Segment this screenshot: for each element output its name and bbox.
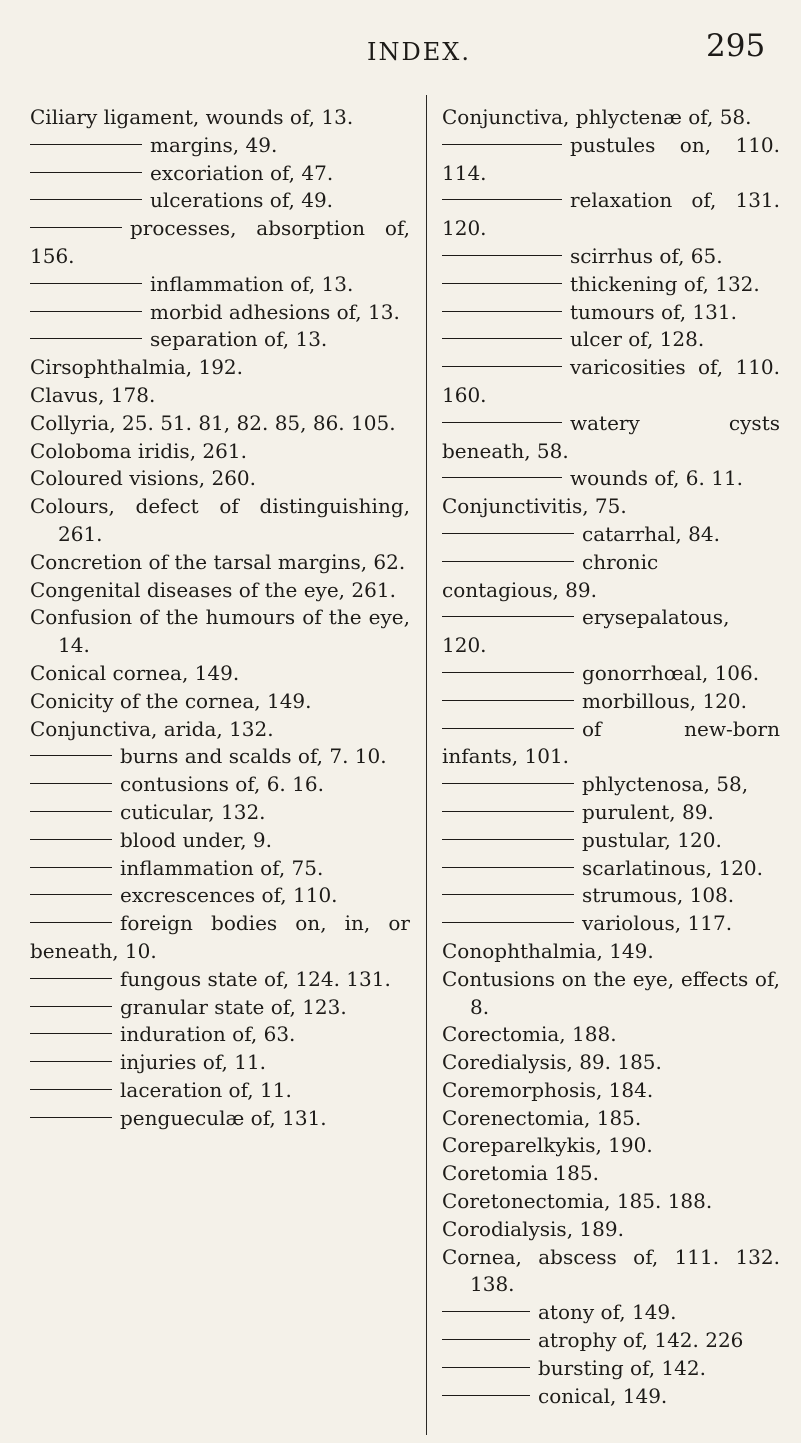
entry-text: pengueculæ of, 131. bbox=[120, 1105, 327, 1130]
index-subentry bbox=[30, 271, 410, 299]
index-subentry bbox=[442, 187, 780, 243]
ditto-dash bbox=[30, 811, 112, 812]
entry-text: chronic contagious, 89. bbox=[442, 549, 659, 602]
entry-text: wounds of, 6. 11. bbox=[570, 466, 744, 491]
index-subentry bbox=[442, 521, 780, 549]
entry-text: granular state of, 123. bbox=[120, 994, 347, 1019]
entry-text: inflammation of, 75. bbox=[120, 855, 324, 880]
index-entry bbox=[30, 104, 410, 132]
entry-text: catarrhal, 84. bbox=[582, 521, 720, 546]
entry-text: Conicity of the cornea, 149. bbox=[30, 688, 312, 713]
entry-text: morbillous, 120. bbox=[582, 688, 747, 713]
ditto-dash bbox=[30, 283, 142, 284]
entry-text: Coredialysis, 89. 185. bbox=[442, 1050, 662, 1075]
index-entry bbox=[30, 410, 410, 438]
index-subentry bbox=[442, 132, 780, 188]
index-subentry bbox=[442, 465, 780, 493]
index-subentry bbox=[442, 1383, 780, 1411]
ditto-dash bbox=[442, 672, 574, 673]
index-subentry bbox=[442, 271, 780, 299]
entry-text: pustules on, 110. 114. bbox=[442, 132, 780, 185]
entry-text: scarlatinous, 120. bbox=[582, 855, 764, 880]
index-entry bbox=[442, 493, 780, 521]
entry-text: Coretonectomia, 185. 188. bbox=[442, 1189, 713, 1214]
entry-text: conical, 149. bbox=[538, 1383, 668, 1408]
index-subentry bbox=[442, 771, 780, 799]
entry-text: processes, absorption of, 156. bbox=[30, 216, 410, 268]
ditto-dash bbox=[442, 1311, 530, 1312]
ditto-dash bbox=[442, 811, 574, 812]
entry-text: phlyctenosa, 58, bbox=[582, 772, 749, 797]
index-subentry bbox=[442, 410, 780, 466]
index-entry bbox=[442, 1188, 780, 1216]
running-header: INDEX. bbox=[367, 38, 471, 66]
entry-text: Confusion of the humours of the eye, 14. bbox=[30, 605, 410, 658]
index-subentry bbox=[442, 604, 780, 660]
entry-text: Concretion of the tarsal margins, 62. bbox=[30, 549, 406, 574]
index-subentry bbox=[442, 688, 780, 716]
ditto-dash bbox=[442, 616, 574, 617]
ditto-dash bbox=[30, 338, 142, 339]
entry-text: variolous, 117. bbox=[582, 911, 733, 936]
entry-text: of new-born infants, 101. bbox=[442, 716, 780, 769]
index-entry bbox=[442, 1132, 780, 1160]
index-subentry bbox=[30, 160, 410, 188]
index-subentry bbox=[442, 326, 780, 354]
entry-text: Clavus, 178. bbox=[30, 382, 156, 407]
index-subentry bbox=[30, 855, 410, 883]
index-entry bbox=[30, 660, 410, 688]
index-entry bbox=[442, 1216, 780, 1244]
entry-text: Coloured visions, 260. bbox=[30, 466, 257, 491]
index-entry bbox=[442, 1021, 780, 1049]
index-entry bbox=[442, 1077, 780, 1105]
entry-text: excrescences of, 110. bbox=[120, 883, 338, 908]
ditto-dash bbox=[30, 1006, 112, 1007]
entry-text: Coreparelkykis, 190. bbox=[442, 1133, 653, 1158]
index-subentry bbox=[30, 771, 410, 799]
entry-text: fungous state of, 124. 131. bbox=[120, 966, 391, 991]
index-subentry bbox=[442, 1355, 780, 1383]
index-entry bbox=[30, 493, 410, 549]
index-subentry bbox=[30, 326, 410, 354]
index-subentry bbox=[442, 855, 780, 883]
ditto-dash bbox=[30, 144, 142, 145]
entry-text: tumours of, 131. bbox=[570, 299, 737, 324]
entry-text: Corodialysis, 189. bbox=[442, 1216, 624, 1241]
entry-text: Ciliary ligament, wounds of, 13. bbox=[30, 105, 354, 129]
entry-text: injuries of, 11. bbox=[120, 1050, 267, 1075]
entry-text: erysepalatous, 120. bbox=[442, 605, 730, 658]
index-entry bbox=[442, 1105, 780, 1133]
ditto-dash bbox=[442, 283, 562, 284]
ditto-dash bbox=[30, 783, 112, 784]
column-divider bbox=[426, 95, 427, 1435]
entry-text: foreign bodies on, in, or beneath, 10. bbox=[30, 911, 410, 963]
index-entry bbox=[442, 1244, 780, 1300]
index-entry bbox=[30, 354, 410, 382]
ditto-dash bbox=[30, 922, 112, 923]
ditto-dash bbox=[442, 561, 574, 562]
entry-text: cuticular, 132. bbox=[120, 799, 266, 824]
entry-text: ulcerations of, 49. bbox=[150, 188, 334, 213]
index-subentry bbox=[30, 1021, 410, 1049]
entry-text: gonorrhœal, 106. bbox=[582, 660, 760, 685]
ditto-dash bbox=[442, 366, 562, 367]
index-entry bbox=[30, 438, 410, 466]
entry-text: Coloboma iridis, 261. bbox=[30, 438, 247, 463]
page-number: 295 bbox=[706, 28, 766, 64]
entry-text: relaxation of, 131. 120. bbox=[442, 188, 780, 241]
ditto-dash bbox=[30, 1033, 112, 1034]
entry-text: pustular, 120. bbox=[582, 827, 722, 852]
ditto-dash bbox=[30, 894, 112, 895]
ditto-dash bbox=[30, 199, 142, 200]
index-subentry bbox=[30, 299, 410, 327]
index-subentry bbox=[30, 1077, 410, 1105]
index-subentry bbox=[442, 1299, 780, 1327]
ditto-dash bbox=[442, 1395, 530, 1396]
index-subentry bbox=[442, 299, 780, 327]
index-entry bbox=[30, 577, 410, 605]
entry-text: watery cysts beneath, 58. bbox=[442, 410, 780, 463]
entry-text: Coremorphosis, 184. bbox=[442, 1077, 654, 1102]
ditto-dash bbox=[30, 867, 112, 868]
ditto-dash bbox=[442, 422, 562, 423]
index-entry bbox=[442, 938, 780, 966]
index-entry bbox=[30, 465, 410, 493]
ditto-dash bbox=[442, 144, 562, 145]
entry-text: purulent, 89. bbox=[582, 799, 714, 824]
index-entry bbox=[442, 966, 780, 1022]
index-subentry bbox=[30, 799, 410, 827]
entry-text: bursting of, 142. bbox=[538, 1355, 706, 1380]
index-subentry bbox=[442, 716, 780, 772]
index-subentry bbox=[442, 660, 780, 688]
ditto-dash bbox=[442, 1367, 530, 1368]
index-column-right bbox=[442, 104, 780, 1410]
index-subentry bbox=[30, 743, 410, 771]
ditto-dash bbox=[30, 227, 122, 228]
entry-text: induration of, 63. bbox=[120, 1022, 296, 1047]
index-subentry bbox=[30, 187, 410, 215]
ditto-dash bbox=[442, 311, 562, 312]
index-subentry bbox=[30, 910, 410, 966]
entry-text: inflammation of, 13. bbox=[150, 271, 354, 296]
ditto-dash bbox=[442, 199, 562, 200]
ditto-dash bbox=[30, 1089, 112, 1090]
ditto-dash bbox=[30, 1061, 112, 1062]
entry-text: Corenectomia, 185. bbox=[442, 1105, 642, 1130]
entry-text: varicosities of, 110. 160. bbox=[442, 355, 780, 407]
entry-text: excoriation of, 47. bbox=[150, 160, 334, 185]
ditto-dash bbox=[30, 1117, 112, 1118]
entry-text: Collyria, 25. 51. 81, 82. 85, 86. 105. bbox=[30, 410, 396, 435]
index-subentry bbox=[442, 354, 780, 410]
index-subentry bbox=[442, 1327, 780, 1355]
entry-text: separation of, 13. bbox=[150, 327, 328, 352]
entry-text: Colours, defect of distinguishing, 261. bbox=[30, 494, 410, 546]
index-subentry bbox=[442, 827, 780, 855]
entry-text: Conjunctivitis, 75. bbox=[442, 494, 627, 519]
ditto-dash bbox=[442, 533, 574, 534]
index-subentry bbox=[30, 994, 410, 1022]
entry-text: Contusions on the eye, effects of, 8. bbox=[442, 966, 780, 1019]
index-subentry bbox=[30, 827, 410, 855]
index-subentry bbox=[442, 549, 780, 605]
entry-text: Coretomia 185. bbox=[442, 1161, 599, 1186]
ditto-dash bbox=[30, 839, 112, 840]
entry-text: Cirsophthalmia, 192. bbox=[30, 355, 244, 380]
index-subentry bbox=[30, 882, 410, 910]
ditto-dash bbox=[442, 255, 562, 256]
ditto-dash bbox=[442, 922, 574, 923]
index-entry bbox=[30, 549, 410, 577]
index-entry bbox=[30, 382, 410, 410]
index-subentry bbox=[30, 1049, 410, 1077]
ditto-dash bbox=[442, 839, 574, 840]
ditto-dash bbox=[30, 172, 142, 173]
ditto-dash bbox=[442, 338, 562, 339]
entry-text: Conophthalmia, 149. bbox=[442, 938, 654, 963]
entry-text: contusions of, 6. 16. bbox=[120, 772, 324, 797]
index-column-left bbox=[30, 104, 410, 1132]
ditto-dash bbox=[442, 867, 574, 868]
entry-text: burns and scalds of, 7. 10. bbox=[120, 744, 387, 769]
index-subentry bbox=[30, 132, 410, 160]
index-entry bbox=[30, 604, 410, 660]
ditto-dash bbox=[442, 477, 562, 478]
index-subentry bbox=[30, 966, 410, 994]
entry-text: strumous, 108. bbox=[582, 883, 735, 908]
index-subentry bbox=[30, 215, 410, 271]
entry-text: blood under, 9. bbox=[120, 827, 273, 852]
entry-text: Conical cornea, 149. bbox=[30, 660, 240, 685]
index-entry bbox=[442, 1160, 780, 1188]
entry-text: scirrhus of, 65. bbox=[570, 243, 723, 268]
entry-text: atrophy of, 142. 226 bbox=[538, 1328, 744, 1353]
entry-text: Congenital diseases of the eye, 261. bbox=[30, 577, 396, 602]
ditto-dash bbox=[442, 1339, 530, 1340]
entry-text: thickening of, 132. bbox=[570, 271, 760, 296]
entry-text: margins, 49. bbox=[150, 132, 278, 157]
entry-text: Cornea, abscess of, 111. 132. 138. bbox=[442, 1244, 780, 1297]
ditto-dash bbox=[442, 728, 574, 729]
entry-text: Conjunctiva, arida, 132. bbox=[30, 716, 274, 741]
index-subentry bbox=[30, 1105, 410, 1133]
index-subentry bbox=[442, 243, 780, 271]
ditto-dash bbox=[30, 978, 112, 979]
index-entry bbox=[442, 104, 780, 132]
entry-text: atony of, 149. bbox=[538, 1300, 677, 1325]
ditto-dash bbox=[30, 311, 142, 312]
ditto-dash bbox=[442, 783, 574, 784]
index-subentry bbox=[442, 882, 780, 910]
entry-text: Conjunctiva, phlyctenæ of, 58. bbox=[442, 105, 752, 129]
entry-text: Corectomia, 188. bbox=[442, 1022, 617, 1047]
index-subentry bbox=[442, 910, 780, 938]
entry-text: morbid adhesions of, 13. bbox=[150, 299, 400, 324]
ditto-dash bbox=[442, 894, 574, 895]
index-entry bbox=[30, 716, 410, 744]
index-subentry bbox=[442, 799, 780, 827]
index-entry bbox=[442, 1049, 780, 1077]
entry-text: ulcer of, 128. bbox=[570, 327, 705, 352]
index-entry bbox=[30, 688, 410, 716]
entry-text: laceration of, 11. bbox=[120, 1077, 292, 1102]
ditto-dash bbox=[30, 755, 112, 756]
ditto-dash bbox=[442, 700, 574, 701]
